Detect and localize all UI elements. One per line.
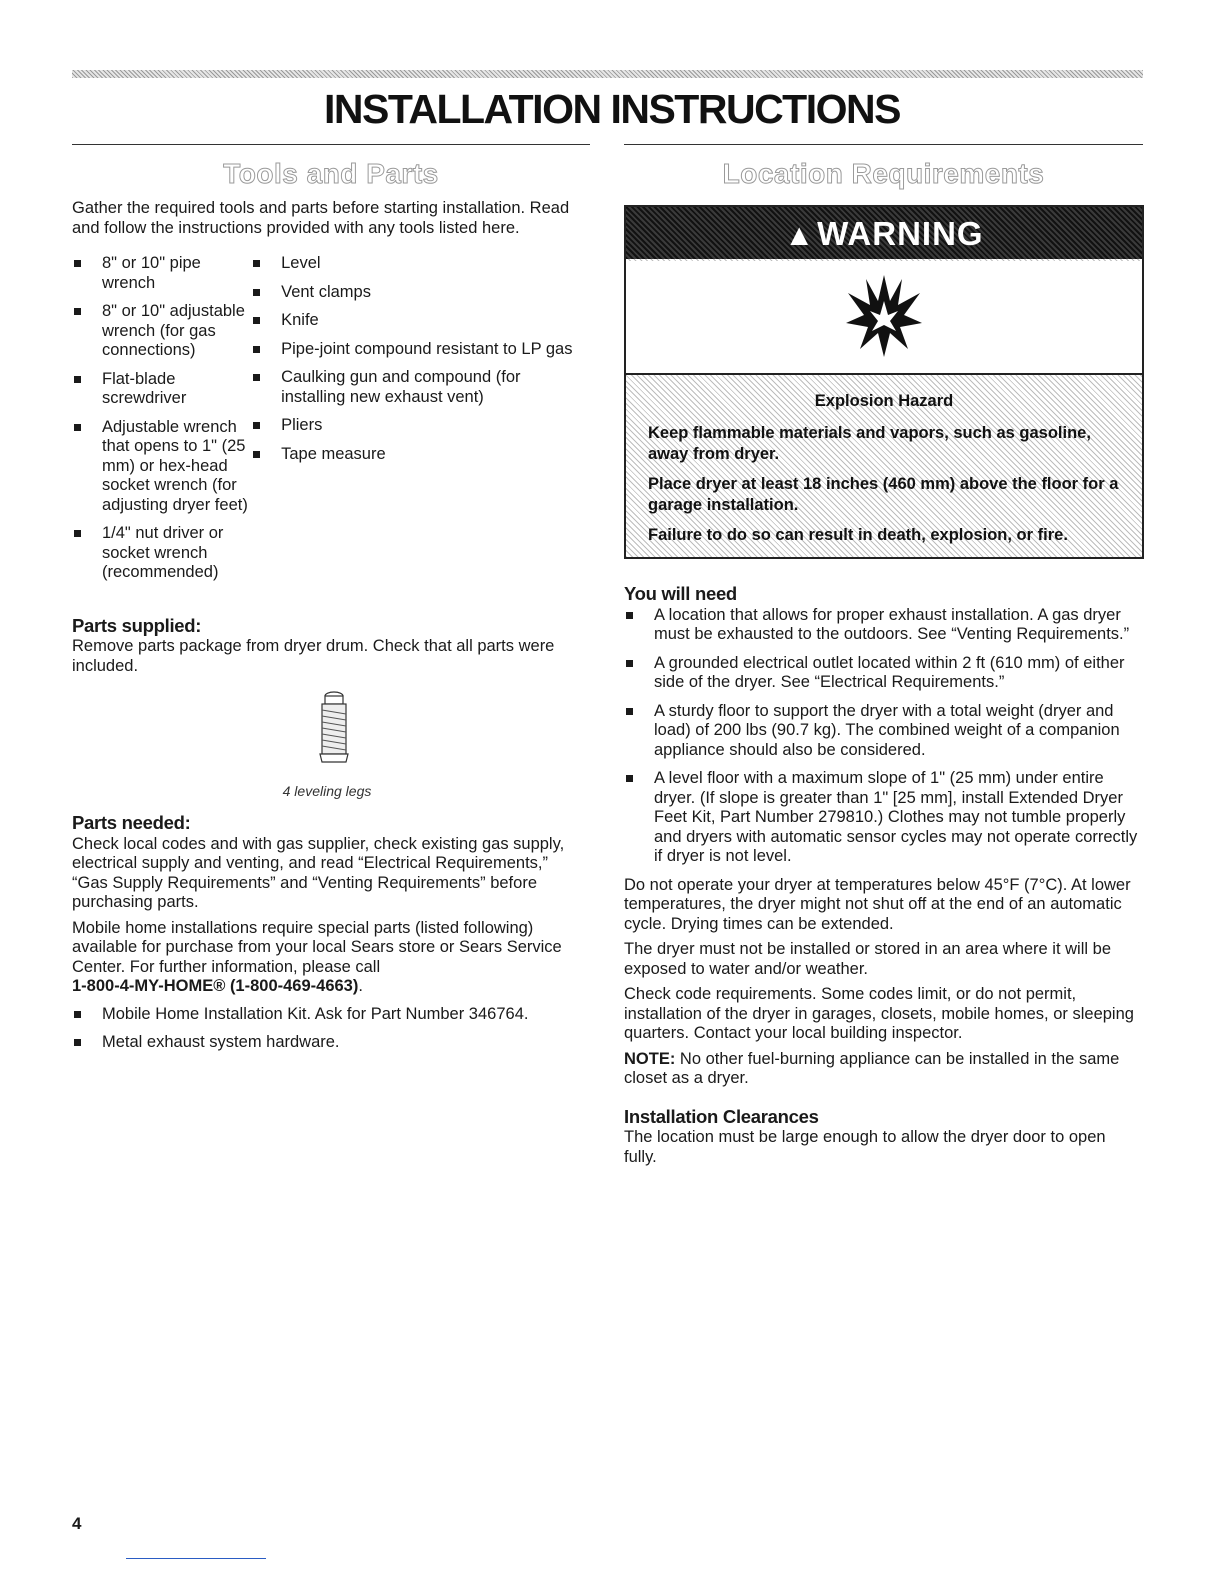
tool-item: Flat-blade screwdriver bbox=[72, 370, 251, 409]
tool-item: 1/4" nut driver or socket wrench (recommended) bbox=[72, 524, 251, 583]
parts-needed-text: Check local codes and with gas supplier, check existing gas supply, electrical supply and venting, and read “Electrical Requirements,” “Gas Supply Requirements” and “Venting Requirements” before purchasing parts. bbox=[72, 834, 565, 911]
page-number: 4 bbox=[72, 1514, 82, 1533]
warning-header bbox=[626, 207, 1142, 259]
phone-number: 1-800-4-MY-HOME® (1-800-469-4663) bbox=[72, 977, 359, 995]
location-requirements-heading: Location Requirements bbox=[722, 158, 1045, 189]
codes-paragraph: Check code requirements. Some codes limit, or do not permit, installation of the dryer in garages, closets, mobile homes, or sleeping quarters. Contact your local building inspector. bbox=[624, 985, 1134, 1042]
parts-supplied-text: Remove parts package from dryer drum. Check that all parts were included. bbox=[72, 637, 555, 675]
warning-triangle-icon: ▲ bbox=[784, 219, 816, 252]
right-column-rule bbox=[624, 144, 1143, 145]
parts-needed-heading: Parts needed: bbox=[72, 812, 191, 833]
top-rule bbox=[72, 70, 1143, 78]
tool-item: Caulking gun and compound (for installing new exhaust vent) bbox=[251, 368, 582, 407]
mobile-home-paragraph bbox=[72, 919, 582, 997]
tool-item: 8" or 10" pipe wrench bbox=[72, 254, 251, 293]
warning-text bbox=[648, 391, 1120, 555]
leveling-leg-figure bbox=[72, 690, 582, 776]
tool-item: Level bbox=[251, 254, 582, 274]
tool-item: Pliers bbox=[251, 416, 582, 436]
mobile-parts-list bbox=[72, 1005, 582, 1053]
clearances-text: The location must be large enough to allow the dryer door to open fully. bbox=[624, 1128, 1106, 1166]
mobile-part-item: Metal exhaust system hardware. bbox=[72, 1033, 582, 1053]
tools-and-parts-heading: Tools and Parts bbox=[223, 158, 439, 189]
tools-and-parts-section bbox=[72, 199, 582, 1062]
left-column-rule bbox=[72, 144, 590, 145]
warning-line: Place dryer at least 18 inches (460 mm) above the floor for a garage installation. bbox=[648, 475, 1119, 514]
location-requirements-section bbox=[624, 584, 1139, 1173]
tool-item: 8" or 10" adjustable wrench (for gas connections) bbox=[72, 302, 251, 361]
warning-hazard: Explosion Hazard bbox=[814, 392, 954, 410]
tools-list bbox=[72, 254, 582, 592]
note-paragraph bbox=[624, 1050, 1139, 1089]
warning-title: WARNING bbox=[817, 215, 984, 252]
warning-pictogram-area bbox=[626, 261, 1142, 375]
footer-line bbox=[126, 1558, 266, 1559]
need-item: A grounded electrical outlet located within 2 ft (610 mm) of either side of the dryer. See “Electrical Requirements.” bbox=[624, 654, 1139, 693]
explosion-icon bbox=[844, 271, 924, 361]
parts-supplied-section bbox=[72, 616, 582, 802]
note-text: No other fuel-burning appliance can be installed in the same closet as a dryer. bbox=[624, 1049, 1120, 1087]
tools-list-left bbox=[72, 254, 251, 592]
need-item: A level floor with a maximum slope of 1" (25 mm) under entire dryer. (If slope is greater than 1" [25 mm], install Extended Dryer Feet Kit, Part Number 279810.) Clothes may not tumble properly and dryers with automatic sensor cycles may not operate correctly if dryer is not level. bbox=[624, 769, 1139, 867]
parts-supplied-heading: Parts supplied: bbox=[72, 614, 202, 636]
you-will-need-heading: You will need bbox=[624, 583, 737, 604]
needs-list bbox=[624, 606, 1139, 867]
clearances-heading: Installation Clearances bbox=[624, 1105, 819, 1127]
tools-list-right bbox=[251, 254, 582, 592]
tool-item: Adjustable wrench that opens to 1" (25 mm) or hex-head socket wrench (for adjusting dryer feet) bbox=[72, 418, 251, 516]
tool-item: Knife bbox=[251, 311, 582, 331]
warning-line: Keep flammable materials and vapors, such as gasoline, away from dryer. bbox=[648, 424, 1091, 463]
warning-box bbox=[624, 205, 1144, 559]
tool-item: Pipe-joint compound resistant to LP gas bbox=[251, 340, 582, 360]
warning-line: Failure to do so can result in death, explosion, or fire. bbox=[648, 526, 1068, 544]
tool-item: Vent clamps bbox=[251, 283, 582, 303]
water-paragraph: The dryer must not be installed or stored in an area where it will be exposed to water and/or weather. bbox=[624, 940, 1111, 978]
parts-needed-section bbox=[72, 813, 582, 1053]
need-item: A location that allows for proper exhaust installation. A gas dryer must be exhausted to the outdoors. See “Venting Requirements.” bbox=[624, 606, 1139, 645]
mobile-part-item: Mobile Home Installation Kit. Ask for Part Number 346764. bbox=[72, 1005, 582, 1025]
page-title: INSTALLATION INSTRUCTIONS bbox=[324, 86, 900, 132]
phone-trailing: . bbox=[358, 977, 363, 995]
temperature-paragraph: Do not operate your dryer at temperatures below 45°F (7°C). At lower temperatures, the dryer might not shut off at the end of an automatic cycle. Drying times can be extended. bbox=[624, 875, 1131, 933]
note-label: NOTE: bbox=[624, 1049, 676, 1068]
mobile-home-text: Mobile home installations require special parts (listed following) available for purchase from your local Sears store or Sears Service Center. For further information, please call bbox=[72, 918, 562, 976]
tools-intro: Gather the required tools and parts before starting installation. Read and follow the instructions provided with any tools listed here. bbox=[72, 199, 570, 237]
need-item: A sturdy floor to support the dryer with a total weight (dryer and load) of 200 lbs (90.7 kg). The combined weight of a companion appliance should also be considered. bbox=[624, 702, 1139, 761]
tool-item: Tape measure bbox=[251, 445, 582, 465]
figure-caption: 4 leveling legs bbox=[282, 782, 372, 799]
leveling-leg-icon bbox=[316, 690, 352, 770]
